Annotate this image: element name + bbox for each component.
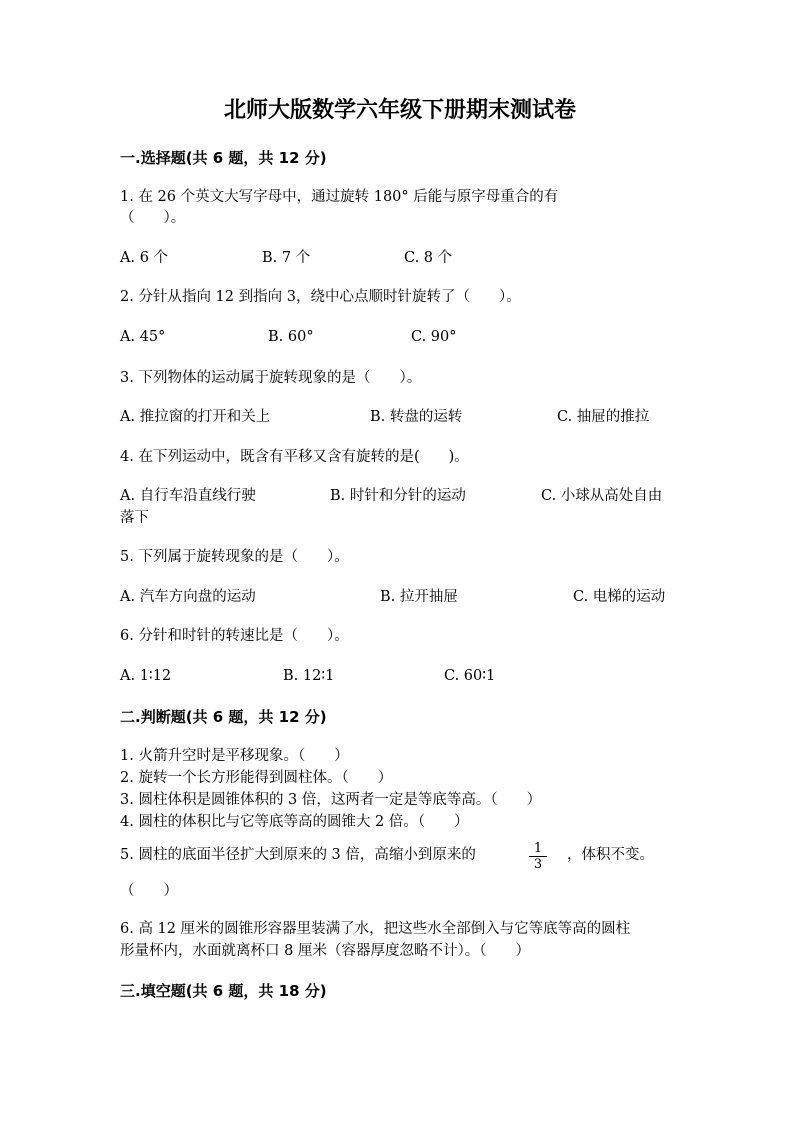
question-2-option-b: B. 60° (268, 329, 314, 345)
question-5-option-a: A. 汽车方向盘的运动 (120, 589, 256, 605)
question-6-option-b: B. 12∶1 (283, 668, 335, 684)
question-1-paren: （ ）。 (120, 210, 186, 226)
fraction-numerator: 1 (529, 841, 547, 857)
judge-6-line-2: 形量杯内，水面就离杯口 8 厘米（容器厚度忽略不计）。（ ） (120, 943, 530, 959)
judge-5-paren: （ ） (120, 883, 178, 899)
question-5-stem: 5. 下列属于旋转现象的是（ ）。 (120, 549, 349, 565)
question-4-option-c: C. 小球从高处自由 (541, 488, 663, 504)
question-4-stem: 4. 在下列运动中，既含有平移又含有旋转的是( )。 (120, 449, 469, 465)
judge-5-text: 5. 圆柱的底面半径扩大到原来的 3 倍，高缩小到原来的 (120, 847, 476, 863)
judge-2: 2. 旋转一个长方形能得到圆柱体。（ ） (120, 770, 393, 786)
section-heading-fill: 三.填空题(共 6 题，共 18 分) (120, 982, 327, 1000)
question-5-option-b: B. 拉开抽屉 (380, 589, 458, 605)
question-1-stem: 1. 在 26 个英文大写字母中，通过旋转 180° 后能与原字母重合的有 (120, 189, 559, 205)
section-heading-judge: 二.判断题(共 6 题，共 12 分) (120, 708, 327, 726)
question-4-option-a: A. 自行车沿直线行驶 (120, 488, 256, 504)
fraction-one-third (529, 841, 547, 872)
page-title: 北师大版数学六年级下册期末测试卷 (223, 98, 576, 123)
fraction-denominator: 3 (533, 857, 543, 872)
judge-5-text-end: ，体积不变。 (567, 847, 654, 863)
judge-6-line-1: 6. 高 12 厘米的圆锥形容器里装满了水，把这些水全部倒入与它等底等高的圆柱 (120, 921, 631, 937)
question-6-option-a: A. 1∶12 (120, 668, 172, 684)
question-3-option-a: A. 推拉窗的打开和关上 (120, 409, 271, 425)
question-2-stem: 2. 分针从指向 12 到指向 3，绕中心点顺时针旋转了（ ）。 (120, 289, 521, 305)
question-5-option-c: C. 电梯的运动 (573, 589, 666, 605)
question-1-option-b: B. 7 个 (262, 250, 311, 266)
question-2-option-c: C. 90° (411, 329, 457, 345)
question-6-stem: 6. 分针和时针的转速比是（ ）。 (120, 628, 349, 644)
question-1-option-c: C. 8 个 (404, 250, 453, 266)
judge-1: 1. 火箭升空时是平移现象。（ ） (120, 748, 349, 764)
section-heading-choice: 一.选择题(共 6 题，共 12 分) (120, 149, 327, 167)
question-1-option-a: A. 6 个 (120, 250, 169, 266)
question-3-option-c: C. 抽屉的推拉 (557, 409, 650, 425)
question-2-option-a: A. 45° (120, 329, 166, 345)
judge-3: 3. 圆柱体积是圆锥体积的 3 倍，这两者一定是等底等高。（ ） (120, 792, 542, 808)
question-4-option-c-continued: 落下 (120, 510, 149, 526)
question-6-option-c: C. 60∶1 (444, 668, 496, 684)
question-4-option-b: B. 时针和分针的运动 (330, 488, 466, 504)
question-3-stem: 3. 下列物体的运动属于旋转现象的是（ ）。 (120, 370, 422, 386)
judge-4: 4. 圆柱的体积比与它等底等高的圆锥大 2 倍。（ ） (120, 814, 469, 830)
question-3-option-b: B. 转盘的运转 (370, 409, 463, 425)
